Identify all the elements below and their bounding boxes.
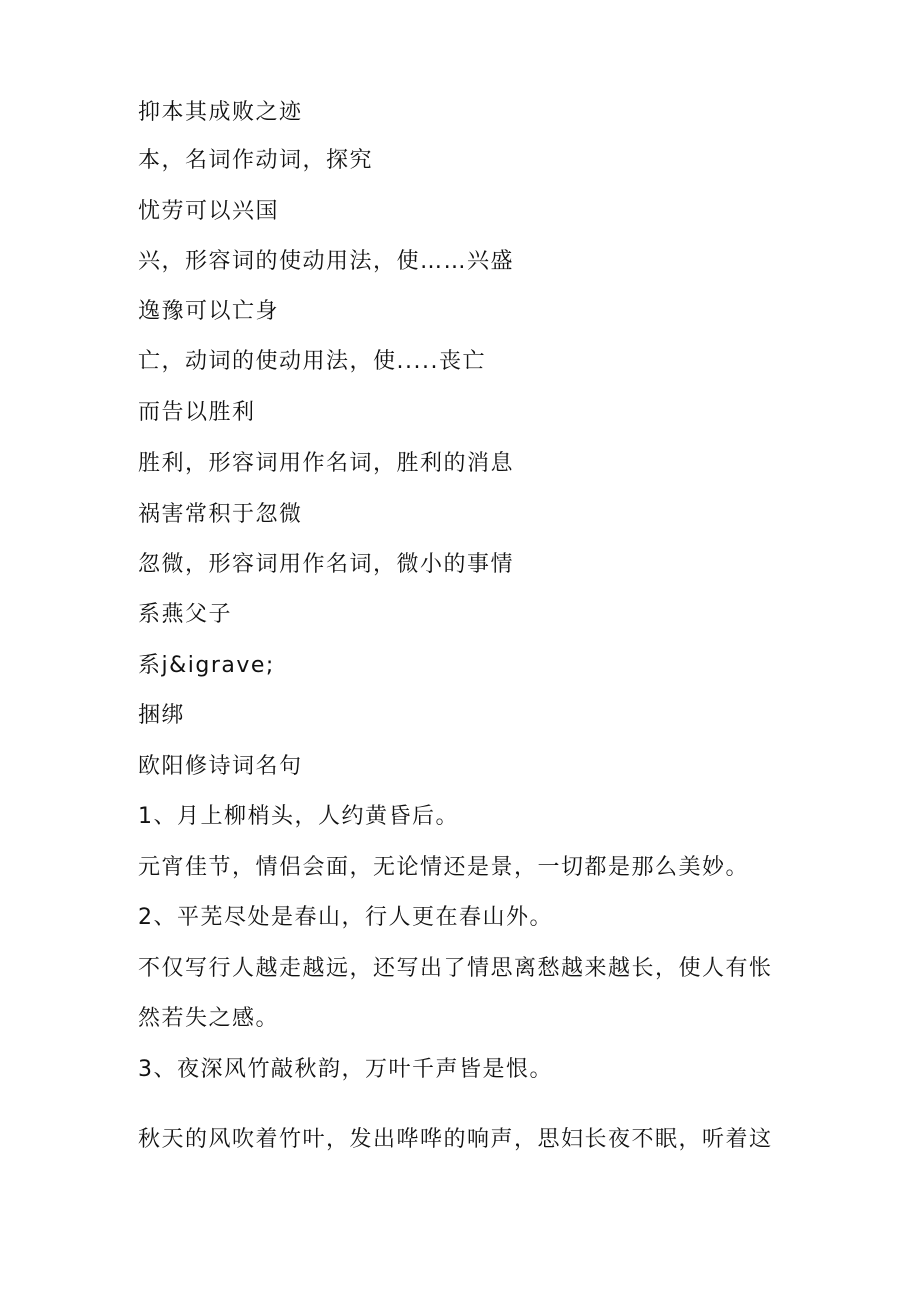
text-line: 而告以胜利	[138, 400, 256, 425]
text-line: 不仅写行人越走越远，还写出了情思离愁越来越长，使人有怅	[138, 956, 773, 981]
text-line: 抑本其成败之迹	[138, 100, 303, 125]
text-line: 忧劳可以兴国	[138, 199, 280, 224]
text-line: 逸豫可以亡身	[138, 299, 280, 324]
text-line: 忽微，形容词用作名词，微小的事情	[138, 552, 515, 577]
text-line: 1、月上柳梢头，人约黄昏后。	[138, 804, 459, 829]
text-line: 系j&igrave;	[138, 653, 275, 678]
text-line: 2、平芜尽处是春山，行人更在春山外。	[138, 905, 553, 930]
text-line: 亡，动词的使动用法，使.....丧亡	[138, 349, 486, 374]
text-line: 3、夜深风竹敲秋韵，万叶千声皆是恨。	[138, 1057, 553, 1082]
text-line: 捆绑	[138, 703, 186, 728]
text-line: 元宵佳节，情侣会面，无论情还是景，一切都是那么美妙。	[138, 855, 750, 880]
text-line: 本，名词作动词，探究	[138, 148, 374, 173]
text-line: 秋天的风吹着竹叶，发出哗哗的响声，思妇长夜不眠，听着这	[138, 1127, 773, 1152]
text-line: 胜利，形容词用作名词，胜利的消息	[138, 451, 515, 476]
text-line: 欧阳修诗词名句	[138, 754, 303, 779]
text-line: 兴，形容词的使动用法，使……兴盛	[138, 249, 515, 274]
text-line: 祸害常积于忽微	[138, 502, 303, 527]
text-line: 系燕父子	[138, 602, 233, 627]
text-line: 然若失之感。	[138, 1006, 280, 1031]
